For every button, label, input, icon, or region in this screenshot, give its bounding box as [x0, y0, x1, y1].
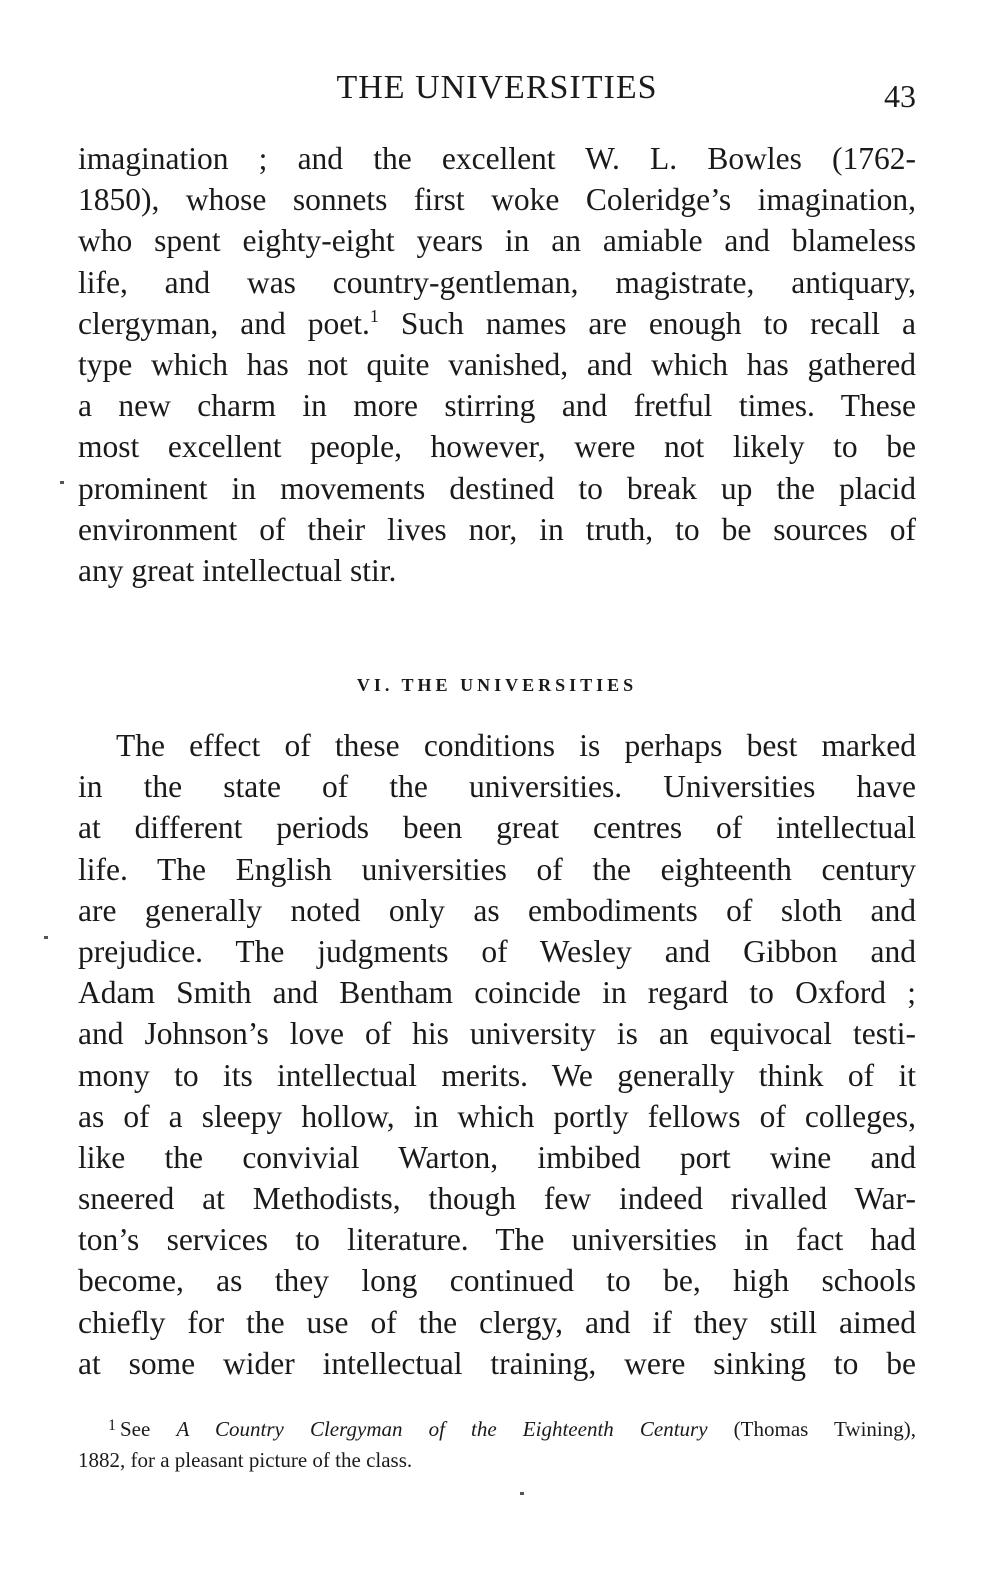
- paragraph-continued: [78, 138, 916, 591]
- scan-speck: [60, 481, 64, 484]
- paragraph: [78, 725, 916, 1384]
- text-line: mony to its intellectual merits. We generally think of it: [78, 1057, 916, 1093]
- page-number: 43: [884, 78, 916, 114]
- text-line: life. The English universities of the eighteenth century: [78, 851, 916, 887]
- text-line: a new charm in more stirring and fretful times. These: [78, 388, 916, 424]
- text-line: most excellent people, however, were not likely to be: [78, 429, 916, 465]
- footnote-line: 1882, for a pleasant picture of the class.: [78, 1448, 413, 1472]
- footnote-author: (Thomas Twining),: [707, 1417, 916, 1441]
- text-line: Adam Smith and Bentham coincide in regard to Oxford ;: [78, 975, 916, 1011]
- text-line: as of a sleepy hollow, in which portly fellows of colleges,: [78, 1098, 916, 1134]
- text-line: and Johnson’s love of his university is an equivocal testi-: [78, 1016, 916, 1052]
- text-line: sneered at Methodists, though few indeed rivalled War-: [78, 1181, 916, 1217]
- text-line: like the convivial Warton, imbibed port wine and: [78, 1139, 916, 1175]
- footnote-see: See: [120, 1417, 177, 1441]
- text-fragment: Such names are enough to recall a: [378, 305, 916, 341]
- text-line: are generally noted only as embodiments of sloth and: [78, 892, 916, 928]
- text-line: type which has not quite vanished, and which has gathered: [78, 346, 916, 382]
- text-line: imagination ; and the excellent W. L. Bowles (1762-: [78, 141, 916, 176]
- footnote-marker: 1: [108, 1417, 116, 1434]
- text-line: any great intellectual stir.: [78, 552, 397, 588]
- text-line: who spent eighty-eight years in an amiable and blameless: [78, 223, 916, 259]
- footnote-line: [78, 1410, 916, 1445]
- running-title: THE UNIVERSITIES: [336, 69, 658, 106]
- text-fragment: clergyman, and poet.: [78, 305, 370, 341]
- scan-speck: [44, 936, 48, 939]
- footnote-book-title: A Country Clergyman of the Eighteenth Century: [176, 1417, 708, 1441]
- running-head: [78, 68, 916, 114]
- text-line-with-footnote: [78, 303, 916, 344]
- text-line: at some wider intellectual training, were sinking to be: [78, 1345, 916, 1381]
- text-line: prejudice. The judgments of Wesley and Gibbon and: [78, 933, 916, 969]
- text-line: at different periods been great centres of intellectual: [78, 810, 916, 846]
- text-line: 1850), whose sonnets first woke Coleridge’s imagination,: [78, 182, 916, 218]
- text-line: environment of their lives nor, in truth, to be sources of: [78, 511, 916, 547]
- text-line: in the state of the universities. Universities have: [78, 769, 916, 805]
- section-heading: VI. THE UNIVERSITIES: [356, 675, 638, 695]
- text-line: life, and was country-gentleman, magistrate, antiquary,: [78, 264, 916, 300]
- text-line: The effect of these conditions is perhaps best marked: [116, 728, 916, 763]
- footnote-reference: 1: [369, 305, 379, 326]
- text-line: prominent in movements destined to break up the placid: [78, 470, 916, 506]
- text-line: ton’s services to literature. The universities in fact had: [78, 1222, 916, 1258]
- text-line: chiefly for the use of the clergy, and if they still aimed: [78, 1304, 916, 1340]
- text-line: become, as they long continued to be, high schools: [78, 1263, 916, 1299]
- scan-speck: [520, 1492, 524, 1495]
- footnote: [78, 1410, 916, 1476]
